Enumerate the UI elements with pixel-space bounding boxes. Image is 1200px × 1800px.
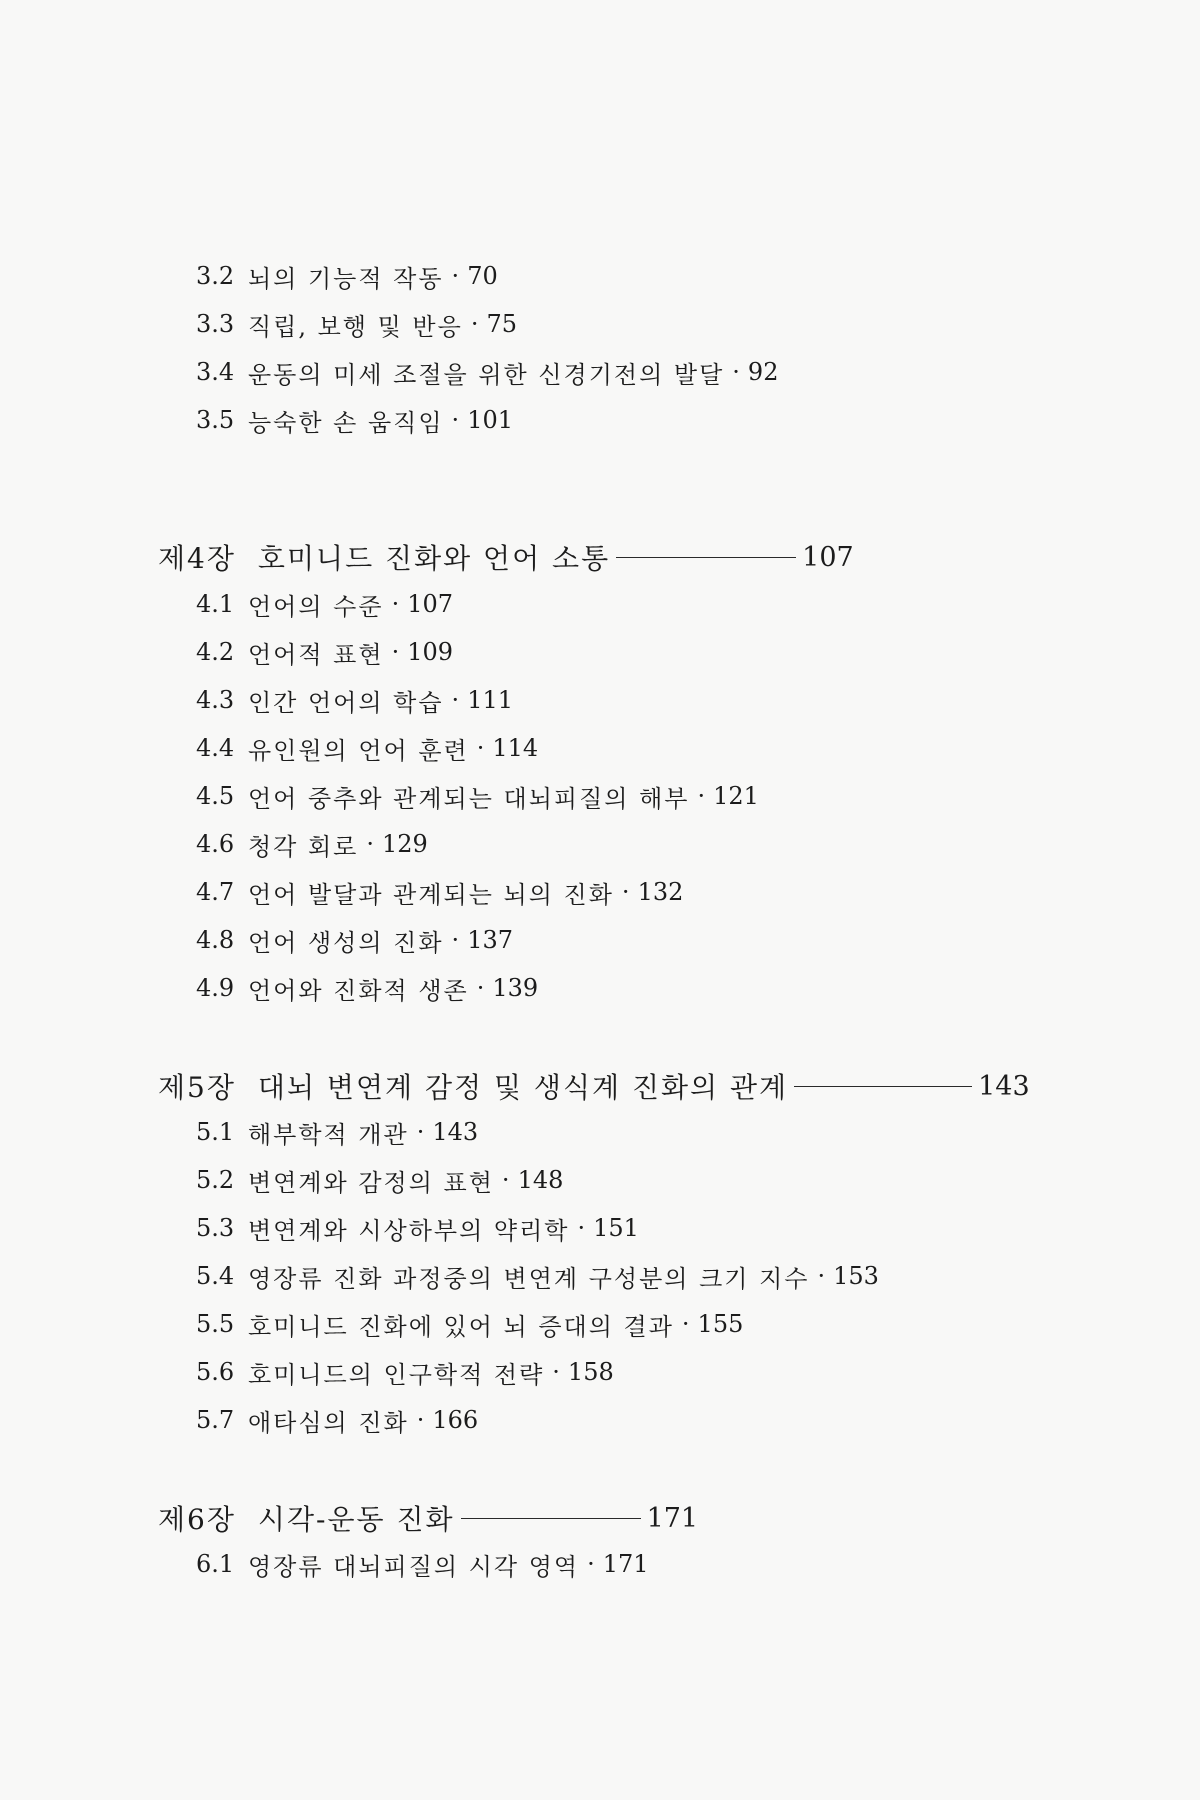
section-title: 능숙한 손 움직임 (248, 408, 444, 437)
separator-dot: · (470, 310, 479, 338)
section-number: 4.3 (196, 686, 235, 714)
toc-entry (196, 1258, 879, 1294)
separator-dot: · (476, 734, 485, 762)
section-title: 청각 회로 (248, 832, 359, 861)
chapter-page-number: 171 (646, 1502, 699, 1534)
section-title: 영장류 진화 과정중의 변연계 구성분의 크기 지수 (248, 1264, 810, 1293)
chapter-page-number: 143 (978, 1070, 1030, 1102)
toc-entry (196, 826, 428, 862)
separator-dot: · (697, 782, 706, 810)
separator-dot: · (501, 1166, 510, 1194)
chapter-label: 제4장 (158, 542, 236, 575)
section-page-number: 75 (486, 310, 517, 338)
separator-dot: · (732, 358, 740, 386)
separator-dot: · (587, 1550, 595, 1578)
toc-entry (196, 970, 538, 1006)
leader-line (461, 1518, 641, 1519)
section-page-number: 151 (593, 1214, 639, 1242)
section-number: 5.1 (196, 1118, 235, 1146)
section-page-number: 121 (713, 782, 759, 810)
separator-dot: · (451, 262, 460, 290)
toc-entry (196, 1114, 478, 1150)
chapter-heading (158, 537, 854, 577)
chapter-label: 제5장 (158, 1071, 236, 1104)
separator-dot: · (451, 686, 460, 714)
separator-dot: · (681, 1310, 690, 1338)
section-page-number: 70 (467, 262, 498, 290)
separator-dot: · (552, 1358, 560, 1386)
toc-entry (196, 1546, 649, 1582)
toc-entry (196, 258, 498, 294)
toc-entry (196, 874, 683, 910)
section-number: 3.2 (196, 262, 235, 290)
toc-entry (196, 730, 538, 766)
toc-entry (196, 778, 759, 814)
section-number: 4.4 (196, 734, 235, 762)
toc-entry (196, 586, 453, 622)
chapter-title: 호미니드 진화와 언어 소통 (257, 542, 611, 575)
separator-dot: · (451, 406, 460, 434)
section-page-number: 148 (517, 1166, 564, 1194)
section-page-number: 132 (637, 878, 684, 906)
section-title: 변연계와 감정의 표현 (248, 1168, 494, 1197)
section-title: 영장류 대뇌피질의 시각 영역 (248, 1552, 580, 1581)
section-title: 언어 중추와 관계되는 대뇌피질의 해부 (248, 784, 690, 813)
section-title: 호미니드의 인구학적 전략 (248, 1360, 545, 1389)
section-number: 4.9 (196, 974, 235, 1002)
chapter-title: 시각-운동 진화 (257, 1503, 455, 1536)
separator-dot: · (391, 638, 400, 666)
section-number: 3.5 (196, 406, 235, 434)
section-number: 5.3 (196, 1214, 235, 1242)
section-page-number: 158 (567, 1358, 614, 1386)
section-title: 언어 발달과 관계되는 뇌의 진화 (248, 880, 614, 909)
section-number: 5.6 (196, 1358, 235, 1386)
separator-dot: · (416, 1118, 425, 1146)
section-title: 뇌의 기능적 작동 (248, 264, 444, 293)
separator-dot: · (621, 878, 630, 906)
section-page-number: 114 (492, 734, 539, 762)
section-page-number: 92 (747, 358, 779, 386)
chapter-heading (158, 1498, 698, 1538)
section-page-number: 101 (467, 406, 513, 434)
leader-line (794, 1086, 972, 1087)
section-number: 5.4 (196, 1262, 235, 1290)
section-title: 언어와 진화적 생존 (248, 976, 469, 1005)
toc-entry (196, 1306, 743, 1342)
separator-dot: · (577, 1214, 586, 1242)
section-number: 4.1 (196, 590, 235, 618)
section-page-number: 129 (382, 830, 428, 858)
separator-dot: · (391, 590, 400, 618)
section-title: 변연계와 시상하부의 약리학 (248, 1216, 570, 1245)
chapter-title: 대뇌 변연계 감정 및 생식계 진화의 관계 (257, 1071, 789, 1104)
section-title: 언어 생성의 진화 (248, 928, 444, 957)
toc-entry (196, 1210, 639, 1246)
section-page-number: 107 (407, 590, 454, 618)
section-title: 언어의 수준 (248, 592, 384, 621)
section-title: 유인원의 언어 훈련 (248, 736, 469, 765)
section-title: 호미니드 진화에 있어 뇌 증대의 결과 (248, 1312, 674, 1341)
section-page-number: 139 (492, 974, 539, 1002)
toc-entry (196, 1162, 563, 1198)
section-page-number: 111 (467, 686, 513, 714)
toc-entry (196, 1354, 614, 1390)
separator-dot: · (817, 1262, 826, 1290)
section-page-number: 166 (432, 1406, 479, 1434)
section-page-number: 153 (833, 1262, 879, 1290)
section-number: 4.8 (196, 926, 235, 954)
section-title: 애타심의 진화 (248, 1408, 409, 1437)
toc-entry (196, 1402, 478, 1438)
leader-line (616, 557, 796, 558)
chapter-heading (158, 1066, 1030, 1106)
toc-entry (196, 402, 513, 438)
section-page-number: 109 (407, 638, 454, 666)
section-page-number: 171 (602, 1550, 649, 1578)
section-title: 인간 언어의 학습 (248, 688, 444, 717)
toc-entry (196, 354, 778, 390)
toc-entry (196, 922, 513, 958)
separator-dot: · (366, 830, 375, 858)
separator-dot: · (451, 926, 460, 954)
toc-entry (196, 682, 513, 718)
section-number: 6.1 (196, 1550, 235, 1578)
section-number: 5.5 (196, 1310, 235, 1338)
section-page-number: 137 (467, 926, 513, 954)
separator-dot: · (476, 974, 485, 1002)
section-title: 해부학적 개관 (248, 1120, 409, 1149)
chapter-label: 제6장 (158, 1503, 236, 1536)
section-number: 4.6 (196, 830, 235, 858)
section-number: 5.2 (196, 1166, 235, 1194)
section-number: 4.7 (196, 878, 235, 906)
section-title: 언어적 표현 (248, 640, 384, 669)
section-number: 5.7 (196, 1406, 235, 1434)
toc-entry (196, 306, 517, 342)
separator-dot: · (416, 1406, 425, 1434)
toc-entry (196, 634, 453, 670)
section-number: 3.4 (196, 358, 235, 386)
section-title: 직립, 보행 및 반응 (248, 312, 463, 341)
section-number: 3.3 (196, 310, 235, 338)
chapter-page-number: 107 (802, 541, 854, 573)
section-title: 운동의 미세 조절을 위한 신경기전의 발달 (248, 360, 725, 389)
section-page-number: 143 (432, 1118, 479, 1146)
section-number: 4.2 (196, 638, 235, 666)
section-number: 4.5 (196, 782, 235, 810)
section-page-number: 155 (697, 1310, 744, 1338)
